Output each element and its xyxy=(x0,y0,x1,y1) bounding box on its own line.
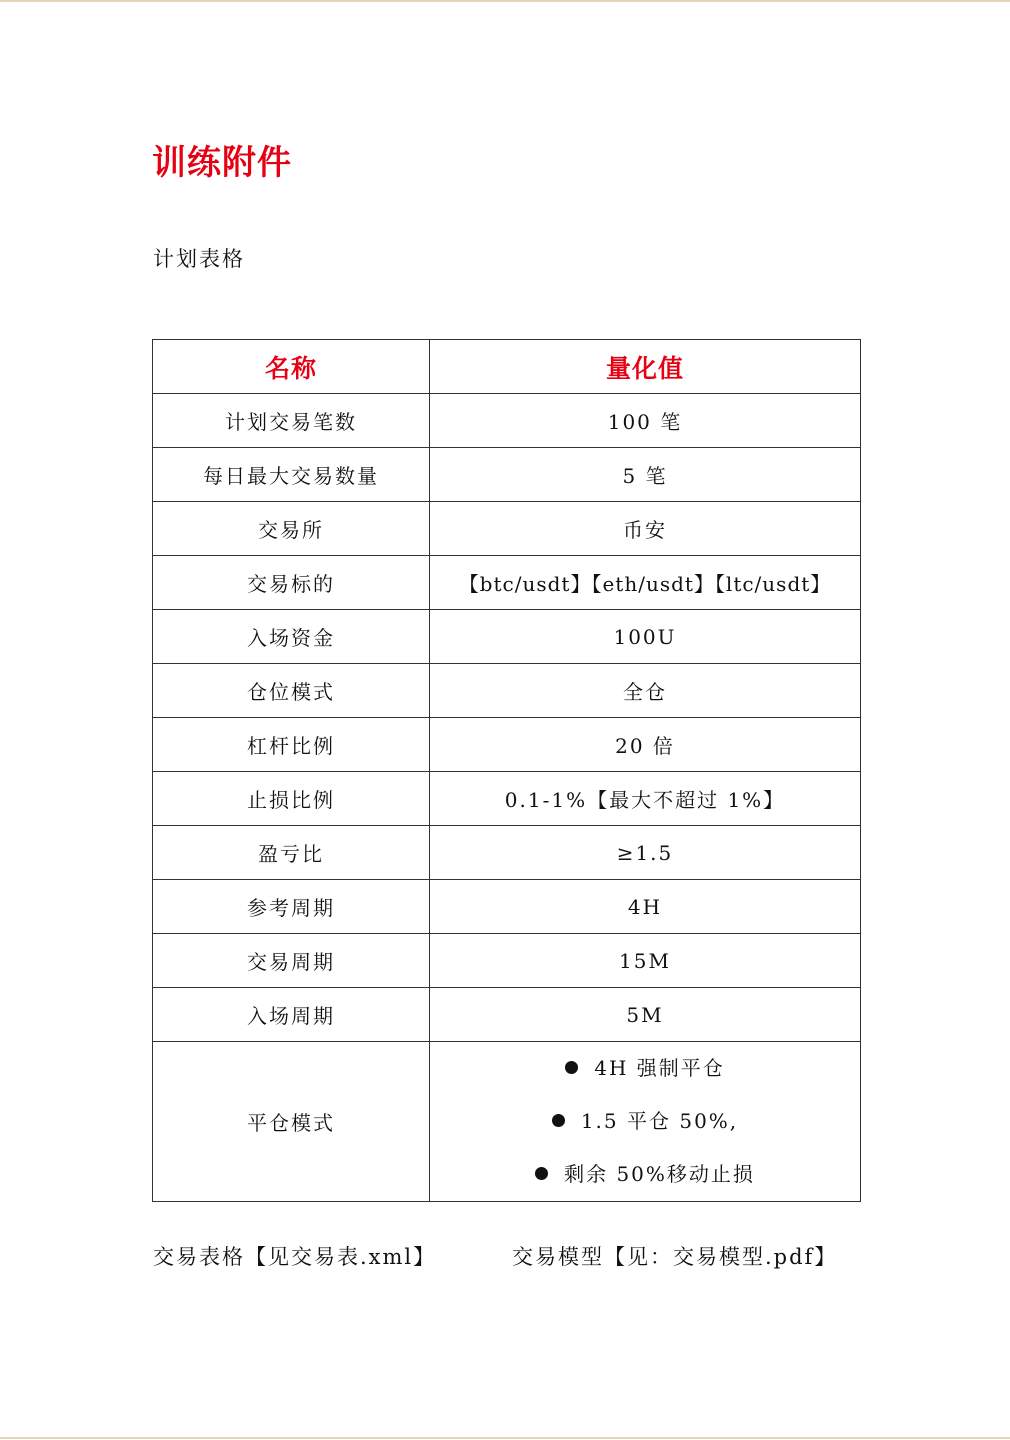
row-name: 交易所 xyxy=(153,502,430,556)
row-value: 5 笔 xyxy=(430,448,861,502)
header-value: 量化值 xyxy=(430,340,861,394)
row-name: 仓位模式 xyxy=(153,664,430,718)
list-item xyxy=(430,1042,860,1095)
row-name: 平仓模式 xyxy=(153,1042,430,1202)
row-value: 100U xyxy=(430,610,861,664)
list-item xyxy=(430,1148,860,1201)
trade-model-reference: 交易模型【见：交易模型.pdf】 xyxy=(512,1245,838,1269)
table-row xyxy=(153,394,861,448)
row-name: 交易周期 xyxy=(153,934,430,988)
row-value: ≥1.5 xyxy=(430,826,861,880)
table-row xyxy=(153,610,861,664)
document-title: 训练附件 xyxy=(152,143,292,183)
row-value: 【btc/usdt】【eth/usdt】【ltc/usdt】 xyxy=(430,556,861,610)
row-value: 5M xyxy=(430,988,861,1042)
close-mode-list xyxy=(430,1042,860,1201)
list-item-text: 4H 强制平仓 xyxy=(594,1056,725,1080)
table-row xyxy=(153,556,861,610)
section-subtitle: 计划表格 xyxy=(153,247,245,271)
table-header-row xyxy=(153,340,861,394)
page-bottom-edge xyxy=(0,1437,1010,1439)
row-value: 20 倍 xyxy=(430,718,861,772)
plan-table xyxy=(152,339,861,1202)
table-row xyxy=(153,988,861,1042)
bullet-icon xyxy=(565,1061,578,1074)
header-name: 名称 xyxy=(153,340,430,394)
row-value: 4H xyxy=(430,880,861,934)
row-name: 杠杆比例 xyxy=(153,718,430,772)
row-value: 100 笔 xyxy=(430,394,861,448)
row-name: 盈亏比 xyxy=(153,826,430,880)
table-row xyxy=(153,718,861,772)
row-value: 币安 xyxy=(430,502,861,556)
row-name: 止损比例 xyxy=(153,772,430,826)
table-row xyxy=(153,448,861,502)
list-item xyxy=(430,1095,860,1148)
close-mode-cell xyxy=(430,1042,861,1202)
row-name: 每日最大交易数量 xyxy=(153,448,430,502)
row-value: 15M xyxy=(430,934,861,988)
table-row xyxy=(153,826,861,880)
list-item-text: 剩余 50%移动止损 xyxy=(564,1162,755,1186)
trade-table-reference: 交易表格【见交易表.xml】 xyxy=(153,1245,437,1269)
bullet-icon xyxy=(552,1114,565,1127)
table-row xyxy=(153,502,861,556)
row-name: 入场资金 xyxy=(153,610,430,664)
row-name: 交易标的 xyxy=(153,556,430,610)
bullet-icon xyxy=(535,1167,548,1180)
table-row-close-mode xyxy=(153,1042,861,1202)
table-row xyxy=(153,880,861,934)
table-row xyxy=(153,772,861,826)
table-row xyxy=(153,664,861,718)
row-value: 全仓 xyxy=(430,664,861,718)
page-top-edge xyxy=(0,0,1010,2)
row-name: 计划交易笔数 xyxy=(153,394,430,448)
row-name: 入场周期 xyxy=(153,988,430,1042)
row-name: 参考周期 xyxy=(153,880,430,934)
list-item-text: 1.5 平仓 50%, xyxy=(580,1109,739,1133)
row-value: 0.1-1%【最大不超过 1%】 xyxy=(430,772,861,826)
table-row xyxy=(153,934,861,988)
